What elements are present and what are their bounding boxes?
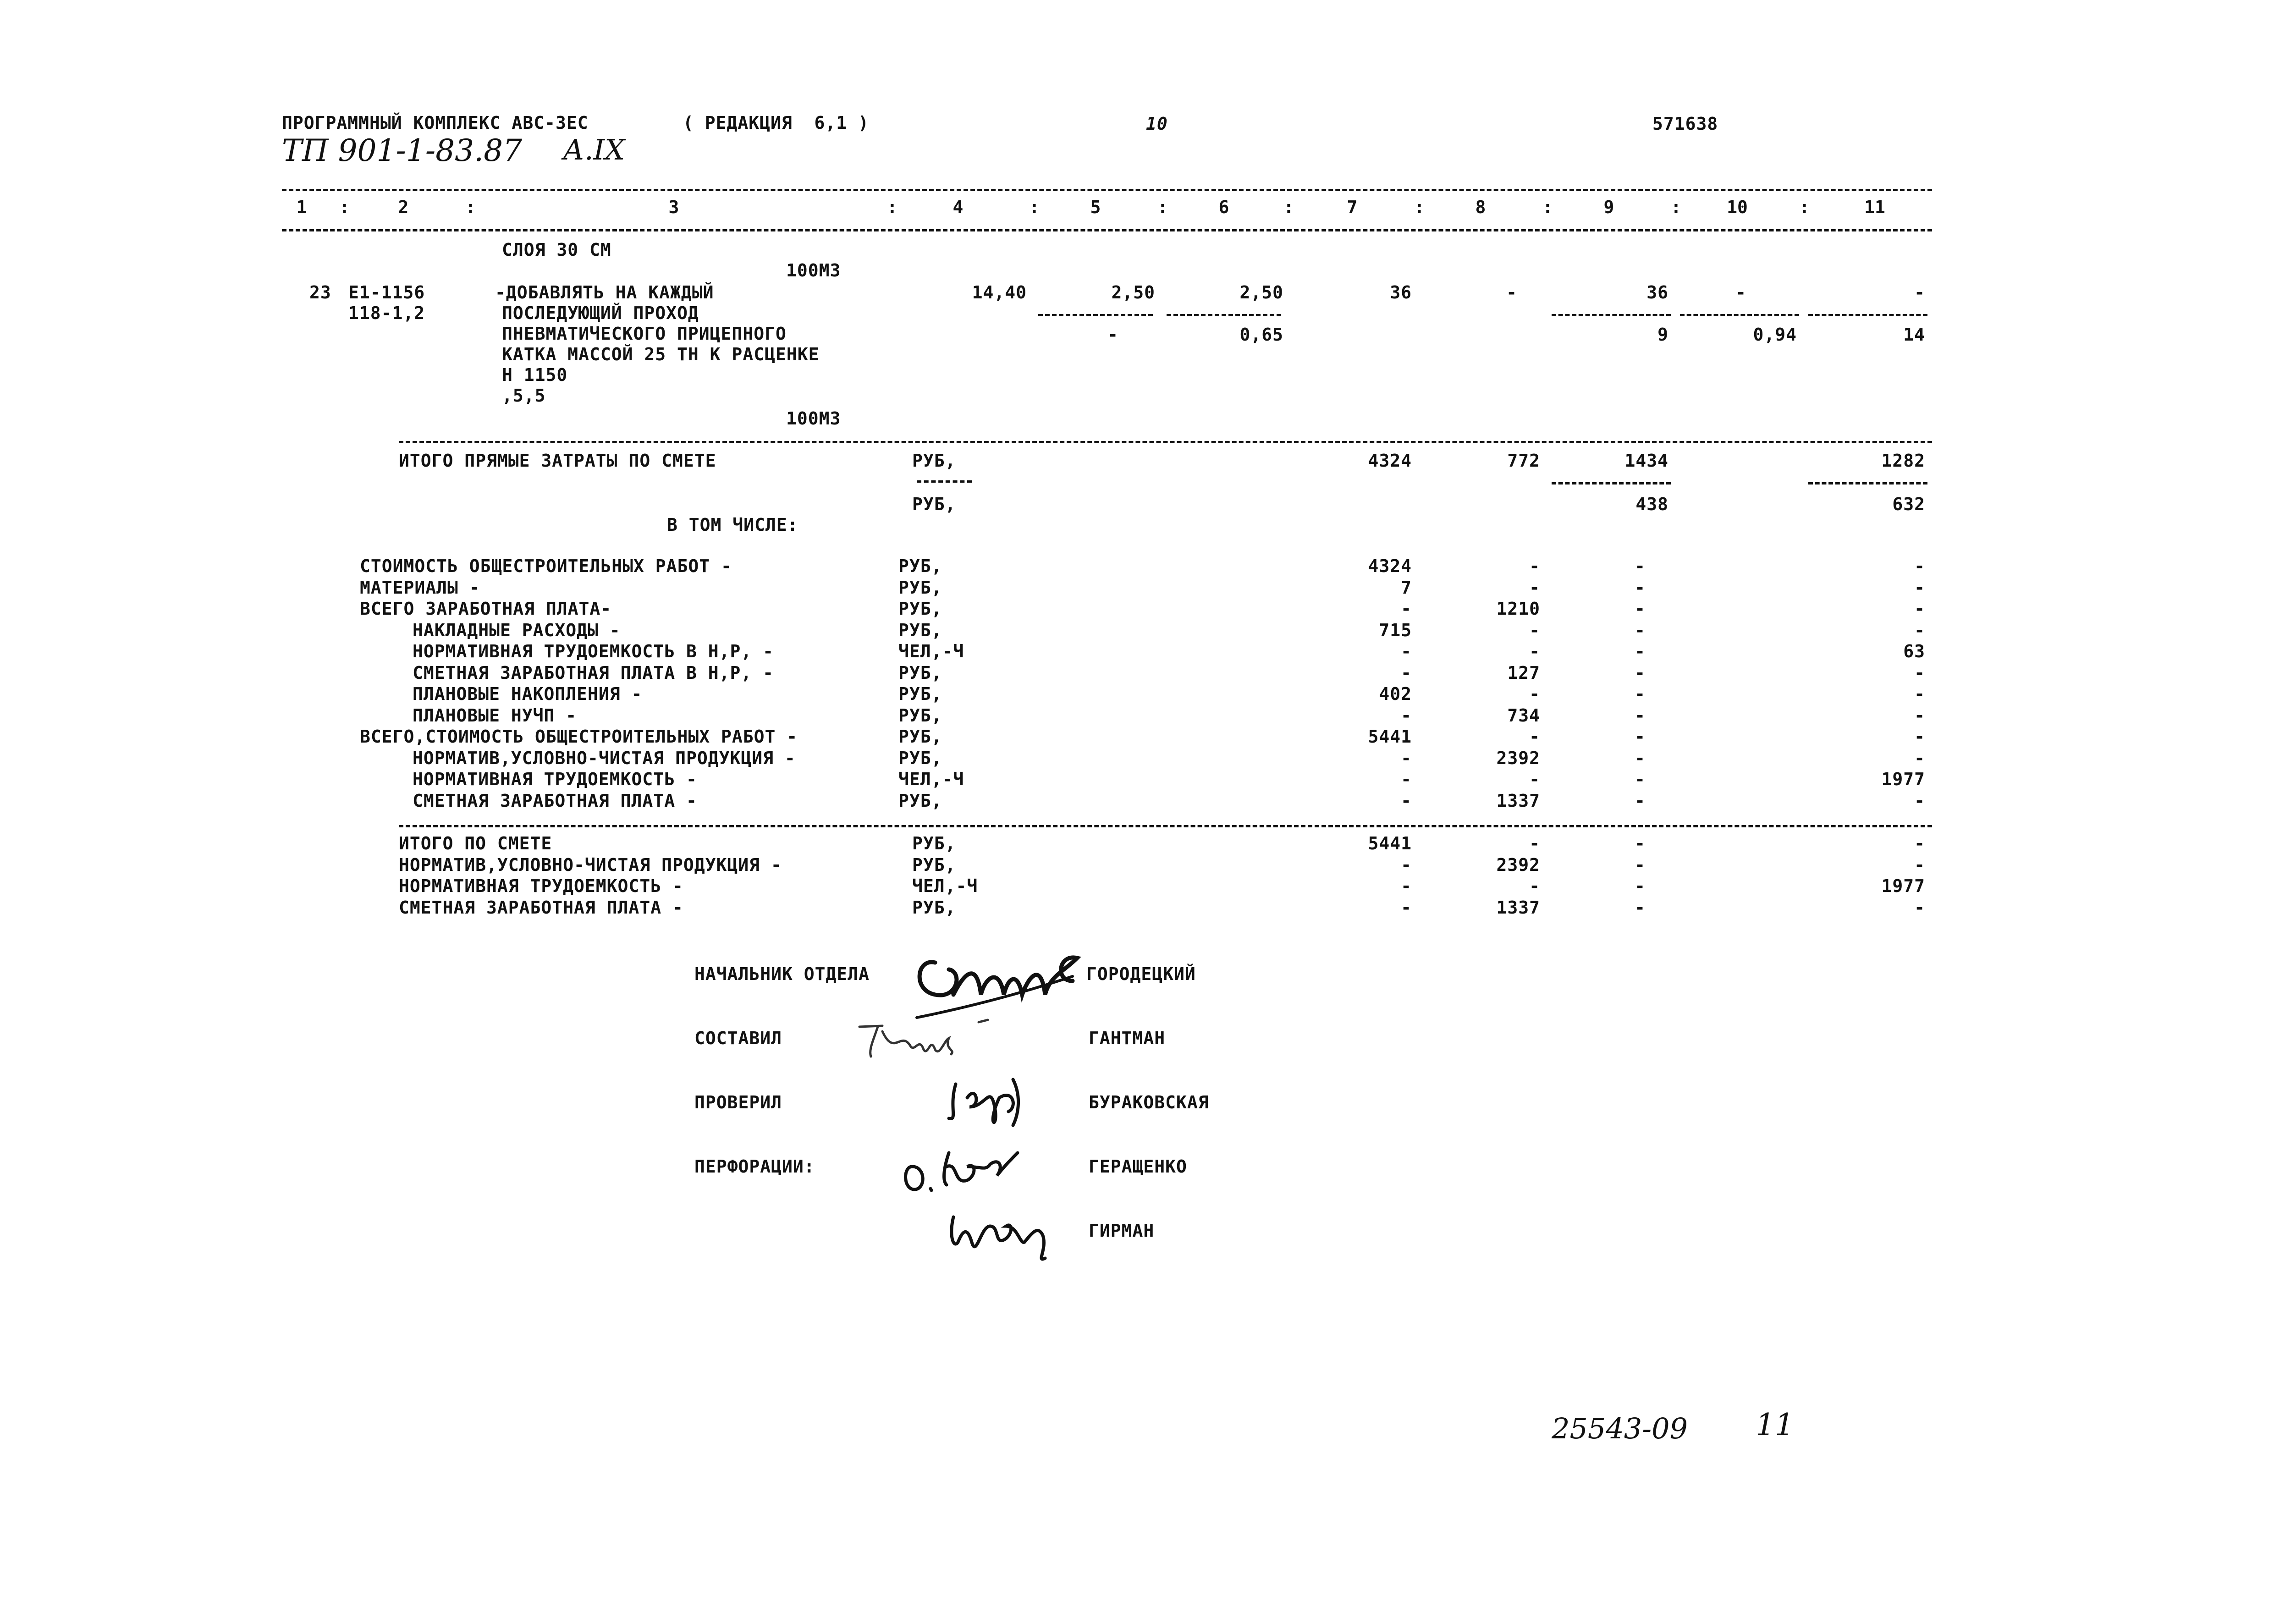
final-label: ИТОГО ПО СМЕТЕ — [399, 833, 552, 853]
entry-col5-top: 2,50 — [1111, 282, 1155, 303]
document-code: 571638 — [1652, 114, 1718, 134]
breakdown-col9: - — [1635, 578, 1646, 598]
direct-costs-label: ИТОГО ПРЯМЫЕ ЗАТРАТЫ ПО СМЕТЕ — [399, 451, 716, 471]
entry-col5-bottom: - — [1107, 325, 1118, 345]
signature-name: ГОРОДЕЦКИЙ — [1086, 964, 1196, 984]
signature-scribble-checked — [944, 1070, 1045, 1130]
breakdown-col7: - — [1401, 791, 1412, 811]
breakdown-unit: РУБ, — [898, 578, 942, 598]
entry-col9-top: 36 — [1646, 282, 1668, 303]
breakdown-label: МАТЕРИАЛЫ - — [360, 578, 480, 598]
column-number: 11 — [1864, 197, 1885, 217]
breakdown-label: СМЕТНАЯ ЗАРАБОТНАЯ ПЛАТА - — [413, 791, 697, 811]
breakdown-unit: РУБ, — [898, 663, 942, 683]
final-col9: - — [1635, 833, 1646, 853]
signature-role: СОСТАВИЛ — [694, 1028, 782, 1048]
signature-scribble-girman — [944, 1199, 1063, 1267]
breakdown-col8: 1210 — [1496, 599, 1540, 619]
signature-name: ГЕРАЩЕНКО — [1089, 1156, 1187, 1177]
signature-role: НАЧАЛЬНИК ОТДЕЛА — [694, 964, 870, 984]
breakdown-col8: - — [1529, 641, 1540, 661]
entry-col5-divider — [1038, 314, 1153, 316]
breakdown-unit: РУБ, — [898, 705, 942, 726]
signature-name: ГИРМАН — [1089, 1221, 1155, 1241]
breakdown-unit: ЧЕЛ,-Ч — [898, 769, 964, 789]
breakdown-label: НОРМАТИВ,УСЛОВНО-ЧИСТАЯ ПРОДУКЦИЯ - — [413, 748, 796, 768]
direct-costs-col11-bottom: 632 — [1892, 494, 1925, 514]
breakdown-label: ВСЕГО ЗАРАБОТНАЯ ПЛАТА- — [360, 599, 612, 619]
breakdown-label: ПЛАНОВЫЕ НАКОПЛЕНИЯ - — [413, 684, 643, 704]
entry-col7: 36 — [1390, 282, 1412, 303]
breakdown-col7: - — [1401, 748, 1412, 768]
breakdown-label: НОРМАТИВНАЯ ТРУДОЕМКОСТЬ В Н,Р, - — [413, 641, 774, 661]
entry-col10-divider — [1680, 314, 1799, 316]
direct-costs-col9: 1434 — [1624, 451, 1668, 471]
signature-scribble-perforations — [898, 1139, 1036, 1203]
breakdown-unit: РУБ, — [898, 748, 942, 768]
entry-col9-divider — [1552, 314, 1671, 316]
column-number: 1 — [296, 197, 307, 217]
signature-scribble-head — [908, 930, 1091, 1022]
breakdown-col11: 1977 — [1881, 769, 1925, 789]
column-number: 8 — [1475, 197, 1486, 217]
entry-description-line: ПНЕВМАТИЧЕСКОГО ПРИЦЕПНОГО — [502, 324, 787, 344]
col9-divider — [1552, 482, 1671, 484]
column-number: 9 — [1603, 197, 1614, 217]
program-title: ПРОГРАММНЫЙ КОМПЛЕКС АВС-ЗЕС — [282, 113, 589, 133]
breakdown-unit: РУБ, — [898, 620, 942, 640]
breakdown-label: СМЕТНАЯ ЗАРАБОТНАЯ ПЛАТА В Н,Р, - — [413, 663, 774, 683]
column-separator: : — [1671, 197, 1681, 217]
final-col7: - — [1401, 855, 1412, 875]
final-col7: - — [1401, 876, 1412, 896]
breakdown-unit: РУБ, — [898, 791, 942, 811]
column-number: 10 — [1727, 197, 1748, 217]
column-separator: : — [465, 197, 476, 217]
direct-costs-unit: РУБ, — [912, 451, 956, 471]
entry-col11-divider — [1808, 314, 1927, 316]
signature-name: БУРАКОВСКАЯ — [1089, 1092, 1209, 1112]
entry-col6-divider — [1167, 314, 1281, 316]
breakdown-col9: - — [1635, 599, 1646, 619]
carry-over-text: СЛОЯ 30 СМ — [502, 240, 611, 260]
entry-col4: 14,40 — [972, 282, 1027, 303]
final-col8: - — [1529, 833, 1540, 853]
breakdown-unit: РУБ, — [898, 599, 942, 619]
final-col8: 2392 — [1496, 855, 1540, 875]
column-separator: : — [1542, 197, 1553, 217]
breakdown-col8: - — [1529, 578, 1540, 598]
final-col8: - — [1529, 876, 1540, 896]
breakdown-col8: 1337 — [1496, 791, 1540, 811]
direct-costs-unit-secondary: РУБ, — [912, 494, 956, 514]
breakdown-col8: - — [1529, 620, 1540, 640]
column-separator: : — [1414, 197, 1425, 217]
totals-top-rule — [399, 441, 1932, 443]
column-separator: : — [887, 197, 897, 217]
direct-costs-col8: 772 — [1507, 451, 1540, 471]
page-number: 10 — [1146, 114, 1168, 134]
entry-col8: - — [1506, 282, 1517, 303]
final-label: СМЕТНАЯ ЗАРАБОТНАЯ ПЛАТА - — [399, 897, 683, 918]
entry-code-secondary: 118-1,2 — [348, 303, 425, 323]
breakdown-col11: - — [1914, 684, 1925, 704]
breakdown-col8: - — [1529, 556, 1540, 576]
direct-costs-col9-bottom: 438 — [1635, 494, 1668, 514]
breakdown-col9: - — [1635, 663, 1646, 683]
breakdown-col9: - — [1635, 748, 1646, 768]
col11-divider — [1808, 482, 1927, 484]
column-number: 7 — [1347, 197, 1358, 217]
direct-costs-col11: 1282 — [1881, 451, 1925, 471]
final-top-rule — [399, 825, 1932, 827]
table-top-rule — [282, 189, 1932, 191]
final-col11: - — [1914, 833, 1925, 853]
breakdown-col7: 402 — [1379, 684, 1412, 704]
signature-role: ПРОВЕРИЛ — [694, 1092, 782, 1112]
final-label: НОРМАТИВ,УСЛОВНО-ЧИСТАЯ ПРОДУКЦИЯ - — [399, 855, 782, 875]
column-number: 4 — [953, 197, 964, 217]
breakdown-col7: 7 — [1401, 578, 1412, 598]
entry-unit: 100М3 — [786, 408, 841, 429]
breakdown-col8: 2392 — [1496, 748, 1540, 768]
breakdown-col11: - — [1914, 791, 1925, 811]
unit-divider — [917, 480, 972, 483]
breakdown-col8: - — [1529, 727, 1540, 747]
breakdown-col11: - — [1914, 599, 1925, 619]
breakdown-unit: ЧЕЛ,-Ч — [898, 641, 964, 661]
breakdown-col9: - — [1635, 684, 1646, 704]
breakdown-label: ПЛАНОВЫЕ НУЧП - — [413, 705, 577, 726]
breakdown-col8: - — [1529, 769, 1540, 789]
breakdown-col11: - — [1914, 705, 1925, 726]
final-col7: - — [1401, 897, 1412, 918]
breakdown-col9: - — [1635, 727, 1646, 747]
carry-over-unit: 100М3 — [786, 260, 841, 281]
entry-number: 23 — [309, 282, 331, 303]
breakdown-col8: 127 — [1507, 663, 1540, 683]
final-col11: - — [1914, 897, 1925, 918]
signature-role: ПЕРФОРАЦИИ: — [694, 1156, 815, 1177]
breakdown-col9: - — [1635, 705, 1646, 726]
final-unit: РУБ, — [912, 897, 956, 918]
column-separator: : — [1029, 197, 1040, 217]
breakdown-col8: - — [1529, 684, 1540, 704]
final-col11: 1977 — [1881, 876, 1925, 896]
breakdown-col11: 63 — [1903, 641, 1925, 661]
final-unit: РУБ, — [912, 855, 956, 875]
breakdown-col7: 715 — [1379, 620, 1412, 640]
breakdown-col9: - — [1635, 791, 1646, 811]
entry-code: Е1-1156 — [348, 282, 425, 303]
breakdown-col7: 5441 — [1368, 727, 1412, 747]
breakdown-col11: - — [1914, 578, 1925, 598]
breakdown-col9: - — [1635, 769, 1646, 789]
entry-col11-top: - — [1914, 282, 1925, 303]
final-col9: - — [1635, 897, 1646, 918]
breakdown-col8: 734 — [1507, 705, 1540, 726]
direct-costs-col7: 4324 — [1368, 451, 1412, 471]
signature-scribble-compiled — [850, 1013, 1015, 1068]
breakdown-label: НОРМАТИВНАЯ ТРУДОЕМКОСТЬ - — [413, 769, 697, 789]
final-col7: 5441 — [1368, 833, 1412, 853]
entry-description-line: КАТКА МАССОЙ 25 ТН К РАСЦЕНКЕ — [502, 344, 820, 364]
breakdown-unit: РУБ, — [898, 727, 942, 747]
breakdown-col11: - — [1914, 556, 1925, 576]
entry-description-line: -ДОБАВЛЯТЬ НА КАЖДЫЙ — [495, 282, 714, 303]
entry-col11-bottom: 14 — [1903, 325, 1925, 345]
breakdown-col11: - — [1914, 727, 1925, 747]
breakdown-col7: - — [1401, 705, 1412, 726]
breakdown-col7: 4324 — [1368, 556, 1412, 576]
entry-description-line: ПОСЛЕДУЮЩИЙ ПРОХОД — [502, 303, 699, 323]
handwritten-album: А.IX — [563, 133, 625, 166]
breakdown-col11: - — [1914, 620, 1925, 640]
breakdown-col7: - — [1401, 641, 1412, 661]
handwritten-archive-number: 25543-09 — [1552, 1412, 1688, 1445]
final-unit: РУБ, — [912, 833, 956, 853]
breakdown-label: НАКЛАДНЫЕ РАСХОДЫ - — [413, 620, 621, 640]
entry-description-line: ,5,5 — [502, 385, 546, 406]
entry-col10-bottom: 0,94 — [1753, 325, 1797, 345]
breakdown-col11: - — [1914, 663, 1925, 683]
breakdown-col9: - — [1635, 641, 1646, 661]
entry-description-line: Н 1150 — [502, 365, 568, 385]
final-col9: - — [1635, 876, 1646, 896]
final-unit: ЧЕЛ,-Ч — [912, 876, 978, 896]
final-col9: - — [1635, 855, 1646, 875]
in-that-number-label: В ТОМ ЧИСЛЕ: — [667, 515, 798, 535]
final-col8: 1337 — [1496, 897, 1540, 918]
breakdown-col7: - — [1401, 769, 1412, 789]
table-header-rule — [282, 229, 1932, 231]
breakdown-col11: - — [1914, 748, 1925, 768]
breakdown-label: СТОИМОСТЬ ОБЩЕСТРОИТЕЛЬНЫХ РАБОТ - — [360, 556, 732, 576]
handwritten-sheet-number: 11 — [1756, 1407, 1794, 1442]
column-number: 6 — [1218, 197, 1229, 217]
column-number: 5 — [1090, 197, 1101, 217]
final-label: НОРМАТИВНАЯ ТРУДОЕМКОСТЬ - — [399, 876, 683, 896]
entry-col10-top: - — [1735, 282, 1746, 303]
column-separator: : — [339, 197, 350, 217]
column-number: 2 — [398, 197, 409, 217]
signature-name: ГАНТМАН — [1089, 1028, 1166, 1048]
handwritten-project-number: ТП 901-1-83.87 — [282, 133, 523, 168]
entry-col6-bottom: 0,65 — [1239, 325, 1283, 345]
edition-label: ( РЕДАКЦИЯ 6,1 ) — [683, 113, 869, 133]
entry-col9-bottom: 9 — [1657, 325, 1668, 345]
final-col11: - — [1914, 855, 1925, 875]
breakdown-col7: - — [1401, 663, 1412, 683]
breakdown-col9: - — [1635, 620, 1646, 640]
column-separator: : — [1283, 197, 1294, 217]
breakdown-unit: РУБ, — [898, 684, 942, 704]
breakdown-col7: - — [1401, 599, 1412, 619]
breakdown-col9: - — [1635, 556, 1646, 576]
breakdown-label: ВСЕГО,СТОИМОСТЬ ОБЩЕСТРОИТЕЛЬНЫХ РАБОТ - — [360, 727, 798, 747]
column-separator: : — [1157, 197, 1168, 217]
breakdown-unit: РУБ, — [898, 556, 942, 576]
entry-col6-top: 2,50 — [1239, 282, 1283, 303]
column-separator: : — [1799, 197, 1810, 217]
column-number: 3 — [668, 197, 679, 217]
